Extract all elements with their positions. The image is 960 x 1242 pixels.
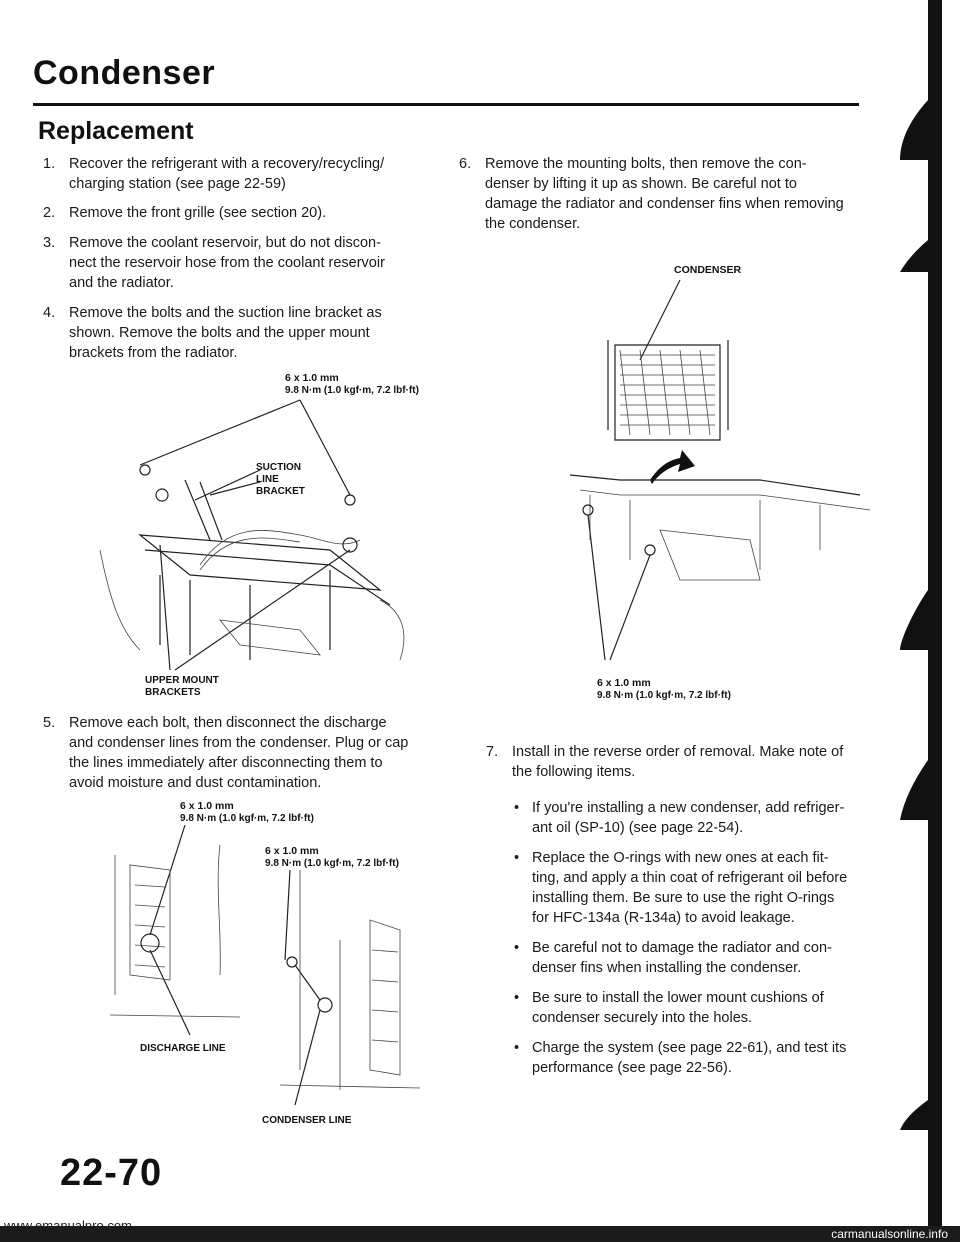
- page-number: 22-70: [60, 1152, 163, 1194]
- torque-label: 9.8 N·m (1.0 kgf·m, 7.2 lbf·ft): [597, 690, 731, 701]
- condenser-removal-illustration: [560, 280, 890, 660]
- bottom-bar-link[interactable]: carmanualsonline.info: [831, 1227, 948, 1241]
- condenser-line-illustration: [280, 870, 420, 1090]
- step-text: Install in the reverse order of removal. Make note of the following items.: [512, 744, 844, 780]
- suction-label-1: SUCTION: [256, 462, 301, 473]
- bolt-size-label: 6 x 1.0 mm: [285, 372, 339, 384]
- bolt-size-label: 6 x 1.0 mm: [265, 845, 319, 857]
- step-number: 1.: [43, 156, 56, 172]
- bolt-size-label: 6 x 1.0 mm: [597, 677, 651, 689]
- upper-mount-label-2: BRACKETS: [145, 687, 201, 698]
- step-text: Remove the bolts and the suction line bracket as shown. Remove the bolts and the upper mount brackets from the radiator.: [69, 305, 382, 361]
- list-item: • Replace the O-rings with new ones at each fit- ting, and apply a thin coat of refrigerant oil before installing them. Be sure to use the right O-rings for HFC-134a (R-134a) to avoid leakage.: [514, 850, 848, 926]
- install-notes-list: [512, 798, 852, 1088]
- torque-label: 9.8 N·m (1.0 kgf·m, 7.2 lbf·ft): [265, 858, 399, 869]
- list-item: • Be sure to install the lower mount cushions of condenser securely into the holes.: [514, 990, 824, 1026]
- discharge-line-illustration: [110, 825, 250, 1035]
- step-text: Recover the refrigerant with a recovery/recycling/ charging station (see page 22-59): [69, 156, 385, 192]
- binding-marks: [900, 0, 960, 1242]
- step-number: 6.: [459, 156, 472, 172]
- page-title: Condenser: [33, 54, 216, 92]
- list-item: • If you're installing a new condenser, add refriger- ant oil (SP-10) (see page 22-54).: [514, 800, 845, 836]
- step-number: 2.: [43, 205, 56, 221]
- torque-label: 9.8 N·m (1.0 kgf·m, 7.2 lbf·ft): [285, 385, 419, 396]
- upper-mount-label-1: UPPER MOUNT: [145, 675, 219, 686]
- step-6: [459, 154, 850, 234]
- condenser-line-label: CONDENSER LINE: [262, 1115, 352, 1126]
- step-text: Remove the mounting bolts, then remove the con- denser by lifting it up as shown. Be careful not to damage the radiator and condenser fins when removing the condenser.: [485, 156, 844, 232]
- bolt-size-label: 6 x 1.0 mm: [180, 800, 234, 812]
- step-7: [486, 742, 852, 782]
- condenser-label: CONDENSER: [674, 264, 742, 276]
- torque-label: 9.8 N·m (1.0 kgf·m, 7.2 lbf·ft): [180, 813, 314, 824]
- step-number: 7.: [486, 744, 499, 760]
- step-1: [43, 154, 409, 194]
- step-number: 3.: [43, 235, 56, 251]
- suction-label-3: BRACKET: [256, 486, 305, 497]
- step-4: [43, 303, 409, 363]
- step-3: [43, 233, 409, 293]
- title-rule: [33, 103, 859, 106]
- step-5: [43, 713, 409, 793]
- list-item: • Charge the system (see page 22-61), and test its performance (see page 22-56).: [514, 1040, 847, 1076]
- bottom-bar: [0, 1226, 960, 1242]
- discharge-line-label: DISCHARGE LINE: [140, 1043, 226, 1054]
- list-item: • Be careful not to damage the radiator and con- denser fins when installing the condenser.: [514, 940, 832, 976]
- step-text: Remove each bolt, then disconnect the discharge and condenser lines from the condenser. Plug or cap the lines immediately after disconnecting them to avoid moisture and dust contamination.: [69, 715, 409, 791]
- step-number: 5.: [43, 715, 56, 731]
- suction-label-2: LINE: [256, 474, 279, 485]
- step-text: Remove the front grille (see section 20).: [69, 205, 327, 221]
- suction-bracket-illustration: [100, 400, 420, 680]
- section-heading: Replacement: [38, 117, 194, 145]
- step-2: [43, 203, 409, 223]
- step-number: 4.: [43, 305, 56, 321]
- step-text: Remove the coolant reservoir, but do not discon- nect the reservoir hose from the coolant reservoir and the radiator.: [69, 235, 385, 291]
